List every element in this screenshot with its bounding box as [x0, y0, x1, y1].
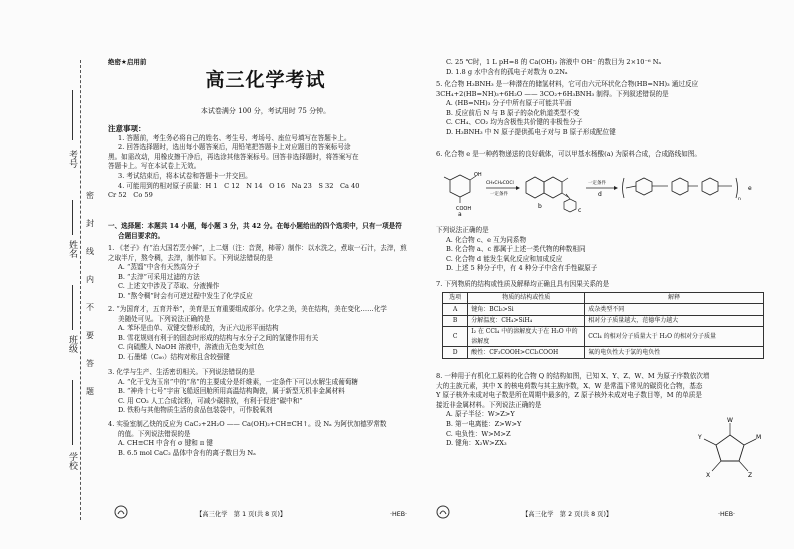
table-header: 选项 — [443, 293, 468, 304]
question-6 — [436, 150, 766, 160]
svg-text:W: W — [727, 417, 733, 424]
question-stem: 4. 实验室制乙炔的反应为 CaC₂+2H₂O —— Ca(OH)₂+CH≡CH↑。设 Nₐ 为阿伏加德罗常数 — [108, 420, 387, 428]
option-d: D. 1.8 g 水中含有的孤电子对数为 0.2Nₐ — [446, 67, 568, 76]
option-b: B. 化合物 a、c 都属于上述一类代物的种数相同 — [446, 245, 586, 254]
blank-line — [72, 285, 73, 330]
table-cell: 酸性：CF₃COOH>CCl₃COOH — [468, 347, 585, 358]
option-a: A. “化干戈为玉帛”中的“帛”的主要成分是纤维素，一定条件下可以水解生成葡萄糖 — [118, 377, 359, 386]
table-cell: CCl₄ 的相对分子质量大于 H₂O 的相对分子质量 — [585, 327, 764, 347]
question-stem: 5. 化合物 H₃BNH₃ 是一种潜在的储氢材料，它可由六元环状化合物(HB=NH)₃ 通过反应 — [436, 80, 699, 88]
blank-line — [72, 200, 73, 235]
question-stem: 8. 一种用于有机化工原料的化合物 Q 的结构如图，已知 X、Y、Z、W、M 为原子序数依次增 — [436, 372, 710, 380]
table-cell: 相对分子质量越大，范德华力越大 — [585, 315, 764, 326]
page-footer: 【高三化学 第 1 页(共 8 页)】 — [196, 511, 287, 518]
table-header: 解释 — [585, 293, 764, 304]
blank-line — [72, 90, 73, 140]
publisher-logo-icon — [436, 505, 450, 519]
table-cell: A — [443, 304, 468, 315]
compound-b-structure — [526, 177, 568, 210]
table-row — [443, 347, 764, 358]
compound-a-structure — [444, 172, 482, 216]
note-line: 4. 可能用到的相对原子质量：H 1 C 12 N 14 O 16 Na 23 S 32 Ca 40 — [118, 181, 360, 190]
publisher-logo-icon — [114, 505, 128, 519]
question-stem: Y 原子核外未成对电子数是所在周期中最多的，Z 原子核外未成对电子数目等，M 的单质是 — [436, 391, 702, 400]
question-stem: 大的主族元素，其中 X 的核电荷数与其主族序数，X、W 是常温下常见的碳资化合物，基态 — [436, 381, 703, 390]
option-d: D. 石墨烯（C₆₀）结构对称且含较强键 — [118, 352, 230, 361]
binding-field-school: 学校 — [67, 452, 77, 470]
option-d: D. 键角：X₂W>ZX₃ — [446, 439, 507, 448]
note-line: 2. 回答选择题时，选出每小题答案后，用铅笔把答题卡上对应题目的答案标号涂 — [118, 143, 351, 152]
seal-char: 线 — [86, 247, 94, 256]
svg-text:COOH: COOH — [456, 206, 472, 212]
option-d: D. 上述 5 种分子中，有 4 种分子中含有手性碳原子 — [446, 264, 598, 273]
table-cell: B — [443, 315, 468, 326]
option-a: A. 化合物 c、e 互为同系物 — [446, 235, 527, 244]
seal-char: 题 — [86, 387, 94, 396]
table-cell: 氟的电负性大于氯的电负性 — [585, 347, 764, 358]
seal-char: 内 — [86, 275, 94, 284]
svg-text:M: M — [756, 434, 762, 441]
seal-char: 答 — [86, 359, 94, 368]
svg-text:n: n — [738, 197, 741, 202]
table-header: 物质的结构或性质 — [468, 293, 585, 304]
option-c: C. 上述文中涉及了萃取、分液操作 — [118, 282, 220, 291]
option-a: A. CH≡CH 中含有 σ 键和 π 键 — [118, 439, 213, 448]
question-4-continued — [436, 58, 766, 77]
option-a: A. (HB=NH)₃ 分子中所有原子可能共平面 — [446, 99, 572, 108]
compound-e-structure — [623, 178, 753, 202]
question-stem: 2. “为国育才，五育并举”，美育是五育重要组成部分。化学之美，美在结构，美在变化……化学 — [108, 305, 387, 313]
question-5 — [436, 80, 766, 138]
svg-text:d: d — [598, 191, 602, 198]
page-footer: 【高三化学 第 2 页(共 8 页)】 — [522, 511, 613, 518]
question-7 — [436, 280, 766, 290]
option-a: A. “蒸馏”中含有天然高分子 — [118, 263, 200, 272]
option-b: B. 雪花规则有利于的固态时形成的结构与水分子之间的氢键作用有关 — [118, 333, 319, 342]
seal-char: 要 — [86, 331, 94, 340]
svg-text:Z: Z — [748, 472, 753, 479]
table-cell: 成杂类型不同 — [585, 304, 764, 315]
table-header-row — [443, 293, 764, 304]
option-b: B. 6.5 mol CaC₂ 晶体中含有的离子数目为 Nₐ — [118, 448, 256, 457]
option-b: B. “去滓”可采用过滤的方法 — [118, 272, 200, 281]
binding-field-exam-number: 考号 — [67, 150, 77, 168]
footer-code: ·HEB· — [390, 511, 408, 518]
option-b: B. “神舟十七号”宇宙飞船返回舱所用高温结构陶瓷，属于新型无机非金属材料 — [118, 387, 345, 396]
footer-code: ·HEB· — [718, 511, 736, 518]
compound-c-structure — [564, 194, 581, 214]
seal-char: 密 — [86, 191, 94, 200]
question-6-options — [436, 226, 766, 274]
right-column — [436, 0, 766, 549]
table-cell: 分解温度：CH₄>SiH₄ — [468, 315, 585, 326]
option-c: C. 25 ℃时，1 L pH=8 的 Ca(OH)₂ 溶液中 OH⁻ 的数目为 2×10⁻⁶ Nₐ — [446, 58, 662, 66]
option-a: A. 原子半径：W>Z>Y — [446, 410, 515, 419]
note-line: 1. 答题前，考生务必将自己的姓名、考生号、考场号、座位号填写在答题卡上。 — [118, 133, 351, 142]
svg-text:c: c — [578, 207, 582, 214]
exam-subtitle: 本试卷满分 100 分，考试用时 75 分钟。 — [200, 107, 331, 115]
table-cell: 键角：BCl₃>Si — [468, 304, 585, 315]
notes-title: 注意事项： — [108, 124, 146, 133]
blank-line — [72, 380, 73, 445]
question-stem: 美随处可见。下列说法正确的是 — [118, 314, 211, 323]
table-row — [443, 327, 764, 347]
table-cell: I₂ 在 CCl₄ 中的溶解度大于在 H₂O 中的溶解度 — [468, 327, 585, 347]
question-7-table — [442, 292, 764, 359]
question-2 — [108, 305, 423, 363]
option-d: D. H₃BNH₃ 中 N 原子提供孤电子对与 B 原子形成配位键 — [446, 127, 616, 136]
svg-text:a: a — [458, 211, 462, 216]
svg-text:Y: Y — [698, 434, 702, 441]
option-d: D. “熬令稠”时会有可逆过程中发生了化学反应 — [118, 291, 253, 300]
question-3 — [108, 368, 423, 416]
option-b: B. 反应前后 N 与 B 原子的杂化轨道类型不变 — [446, 108, 580, 117]
section-heading — [108, 222, 423, 241]
svg-text:OH: OH — [474, 172, 482, 178]
option-c: C. 用 CO₂ 人工合成淀粉，可减少碳排放，有利于促进“碳中和” — [118, 396, 303, 405]
notes-block — [108, 124, 423, 201]
question-stem: 3. 化学与生产、生活密切相关。下列说法错误的是 — [108, 368, 255, 376]
synthesis-route-diagram — [436, 172, 766, 216]
table-cell: D — [443, 347, 468, 358]
note-line: 3. 考试结束后，将本试卷和答题卡一并交回。 — [118, 171, 252, 180]
page-title: 高三化学考试 — [205, 69, 326, 91]
question-stem: 之取半斤，熬令稠，去滓，制作如下。下列说法错误的是 — [108, 253, 273, 262]
option-a: A. 苯环是由单、双键交替形成的，为正六边形平面结构 — [118, 324, 279, 333]
seal-line — [80, 60, 81, 520]
svg-text:e: e — [748, 185, 752, 192]
option-b: B. 第一电离能：Z>W>Y — [446, 419, 522, 428]
question-stem: 接近非金属材料。下列说法正确的是 — [436, 400, 542, 409]
note-line: 答题卡上。写在本试卷上无效。 — [108, 162, 201, 171]
svg-text:CH₃CH₂COCl: CH₃CH₂COCl — [486, 181, 514, 186]
question-4 — [108, 420, 423, 458]
question-stem: 6. 化合物 e 是一种药物递送的良好载体，可以甲基水杨酸(a) 为原料合成，合成路线如图。 — [436, 150, 702, 158]
question-stem: 的值。下列说法错误的是 — [118, 429, 191, 438]
table-row — [443, 315, 764, 326]
question-stem: 7. 下列物质的结构或性质及解释均正确且具有因果关系的是 — [436, 280, 610, 288]
svg-text:一定条件: 一定条件 — [588, 181, 606, 186]
left-column — [108, 0, 423, 549]
note-line: 黑。如需改动，用橡皮擦干净后，再选涂其他答案标号。回答非选择题时，将答案写在 — [108, 152, 359, 161]
option-c: C. CH₄、CO₂ 均为含极性共价键的非极性分子 — [446, 118, 583, 127]
svg-text:b: b — [538, 203, 542, 210]
binding-field-name: 姓名 — [67, 240, 77, 258]
question-stem: 1. 《老子》有“治大国若烹小鲜”，上二烟（注：音贤，柿蒂）制作：以水洗之，煮取一石汁，去滓，煎 — [108, 244, 407, 252]
svg-text:X: X — [706, 472, 711, 479]
option-c: C. 电负性：W>M>Z — [446, 429, 511, 438]
option-d: D. 铁粉与其他物质生活的食品包装袋中，可作脱氧剂 — [118, 406, 273, 415]
binding-field-class: 班级 — [67, 335, 77, 353]
question-prompt: 下列说法正确的是 — [436, 226, 489, 234]
seal-char: 不 — [86, 303, 94, 312]
table-cell: C — [443, 327, 468, 347]
section-line: 一、选择题：本题共 14 小题，每小题 3 分，共 42 分。在每小题给出的四个选项中，只有一项是符 — [108, 222, 402, 230]
svg-text:一定条件: 一定条件 — [490, 192, 508, 197]
option-c: C. 向硫酸人 NaOH 溶液中，溶液由无色变为红色 — [118, 343, 265, 352]
binding-strip — [0, 0, 92, 549]
option-c: C. 化合物 d 能发生氧化反应和加成反应 — [446, 254, 563, 263]
section-line: 合题目要求的。 — [118, 231, 165, 240]
note-line: Cr 52 Co 59 — [108, 191, 153, 200]
compound-q-structure — [694, 415, 766, 485]
seal-char: 封 — [86, 219, 94, 228]
table-row — [443, 304, 764, 315]
secret-mark: 绝密★启用前 — [108, 58, 147, 66]
question-1 — [108, 244, 423, 302]
question-stem: 3CH₄+2(HB=NH)₃+6H₂O —— 3CO₂+6H₃BNH₃ 制得。下列叙述错误的是 — [436, 89, 669, 98]
